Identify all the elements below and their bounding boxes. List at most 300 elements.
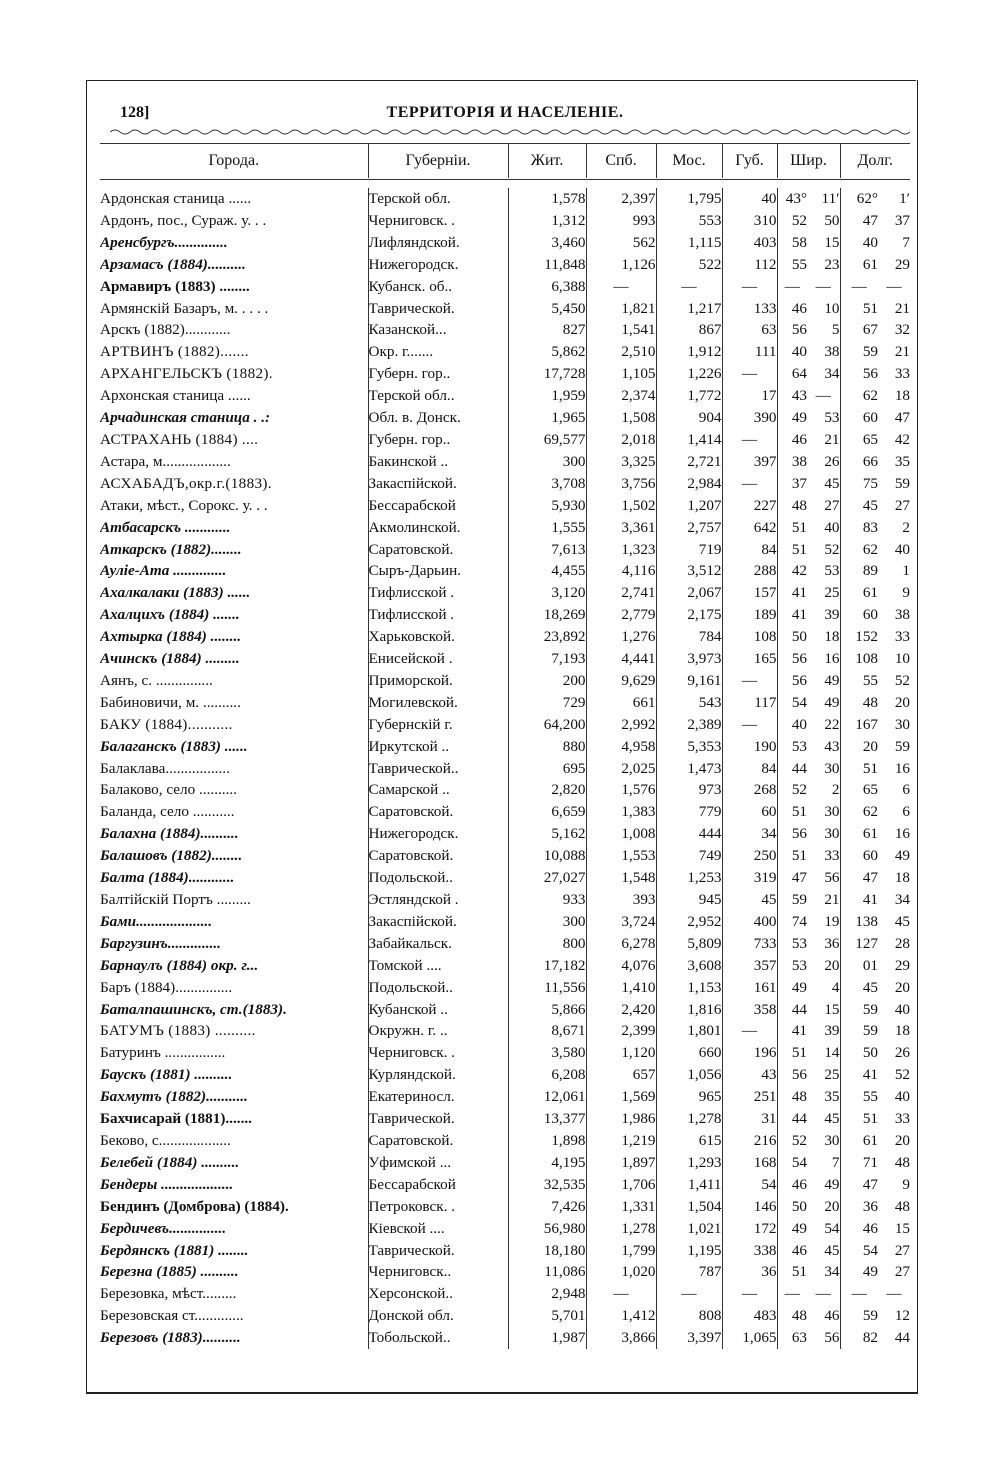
latitude-min-cell: 23 xyxy=(824,255,840,273)
longitude-min-cell: 28 xyxy=(894,934,910,952)
longitude-deg-cell: 40 xyxy=(840,232,878,254)
spb-distance-cell: 1,508 xyxy=(586,407,656,429)
table-row xyxy=(100,955,910,977)
longitude-min-cell: 27 xyxy=(894,496,910,514)
population-cell: 6,208 xyxy=(508,1064,586,1086)
spb-distance-cell: 1,548 xyxy=(586,867,656,889)
latitude-min-cell: 43 xyxy=(824,737,840,755)
latitude-deg-cell: 47 xyxy=(777,867,807,889)
table-row xyxy=(100,1108,910,1130)
population-cell: 11,086 xyxy=(508,1261,586,1283)
population-cell: 1,555 xyxy=(508,517,586,539)
gub-distance-cell: 157 xyxy=(722,582,777,604)
gub-distance-cell: — xyxy=(722,276,777,298)
spb-distance-cell: 393 xyxy=(586,889,656,911)
longitude-deg-cell: 167 xyxy=(840,714,878,736)
mos-distance-cell: 3,397 xyxy=(656,1327,722,1349)
population-cell: 1,959 xyxy=(508,385,586,407)
longitude-deg-cell: 36 xyxy=(840,1196,878,1218)
population-cell: 3,120 xyxy=(508,582,586,604)
city-name: Бердичевъ............... xyxy=(100,1219,227,1237)
city-name: Армянскій Базаръ, м. . . . . xyxy=(100,299,269,317)
gubernia-cell: Терской обл. xyxy=(368,188,508,210)
mos-distance-cell: 779 xyxy=(656,801,722,823)
spb-distance-cell: 1,541 xyxy=(586,319,656,341)
gubernia-cell: Саратовской. xyxy=(368,1130,508,1152)
spb-distance-cell: 1,219 xyxy=(586,1130,656,1152)
gubernia-cell: Эстляндской . xyxy=(368,889,508,911)
table-row xyxy=(100,473,910,495)
city-name: Арзамасъ (1884).......... xyxy=(100,255,246,273)
gub-distance-cell: — xyxy=(722,1283,777,1305)
table-row xyxy=(100,407,910,429)
city-name: Ахалкалаки (1883) ...... xyxy=(100,584,251,602)
population-cell: 2,948 xyxy=(508,1283,586,1305)
population-cell: 17,728 xyxy=(508,363,586,385)
gub-distance-cell: 400 xyxy=(722,911,777,933)
mos-distance-cell: 5,809 xyxy=(656,933,722,955)
spb-distance-cell: 1,897 xyxy=(586,1152,656,1174)
gub-distance-cell: 112 xyxy=(722,254,777,276)
cities-table xyxy=(100,188,910,1349)
table-row xyxy=(100,188,910,210)
spb-distance-cell: 1,569 xyxy=(586,1086,656,1108)
city-name: Архонская станица ...... xyxy=(100,387,251,405)
population-cell: 27,027 xyxy=(508,867,586,889)
longitude-min-cell: 35 xyxy=(894,452,910,470)
latitude-deg-cell: 52 xyxy=(777,1130,807,1152)
gub-distance-cell: 168 xyxy=(722,1152,777,1174)
longitude-min-cell: 1′ xyxy=(899,190,910,207)
spb-distance-cell: 1,576 xyxy=(586,779,656,801)
mos-distance-cell: 2,984 xyxy=(656,473,722,495)
longitude-deg-cell: 59 xyxy=(840,1305,878,1327)
city-name: Бабиновичи, м. .......... xyxy=(100,693,241,711)
table-row xyxy=(100,539,910,561)
table-row xyxy=(100,1042,910,1064)
population-cell: 6,388 xyxy=(508,276,586,298)
population-cell: 12,061 xyxy=(508,1086,586,1108)
gubernia-cell: Енисейской . xyxy=(368,648,508,670)
latitude-min-cell: 36 xyxy=(824,934,840,952)
mos-distance-cell: 787 xyxy=(656,1261,722,1283)
latitude-deg-cell: 48 xyxy=(777,1305,807,1327)
gub-distance-cell: 1,065 xyxy=(722,1327,777,1349)
mos-distance-cell: 2,067 xyxy=(656,582,722,604)
gub-distance-cell: — xyxy=(722,670,777,692)
population-cell: 7,613 xyxy=(508,539,586,561)
gubernia-cell: Томской .... xyxy=(368,955,508,977)
spb-distance-cell: 1,706 xyxy=(586,1174,656,1196)
longitude-min-cell: 47 xyxy=(894,409,910,427)
gubernia-cell: Черниговск. . xyxy=(368,210,508,232)
spb-distance-cell: — xyxy=(586,276,656,298)
latitude-deg-cell: 48 xyxy=(777,495,807,517)
mos-distance-cell: 2,757 xyxy=(656,517,722,539)
spb-distance-cell: 4,441 xyxy=(586,648,656,670)
gubernia-cell: Забайкальск. xyxy=(368,933,508,955)
gubernia-cell: Таврической. xyxy=(368,1240,508,1262)
longitude-deg-cell: 60 xyxy=(840,407,878,429)
latitude-deg-cell: 46 xyxy=(777,1240,807,1262)
latitude-min-cell: 38 xyxy=(824,343,840,361)
latitude-deg-cell: 50 xyxy=(777,626,807,648)
longitude-deg-cell: 51 xyxy=(840,1108,878,1130)
mos-distance-cell: 1,195 xyxy=(656,1240,722,1262)
latitude-min-cell: 16 xyxy=(824,650,840,668)
population-cell: 200 xyxy=(508,670,586,692)
gubernia-cell: Бессарабской xyxy=(368,1174,508,1196)
longitude-min-cell: 10 xyxy=(894,650,910,668)
longitude-deg-cell: 83 xyxy=(840,517,878,539)
table-row xyxy=(100,999,910,1021)
longitude-deg-cell: 59 xyxy=(840,1020,878,1042)
latitude-deg-cell: 56 xyxy=(777,823,807,845)
latitude-min-cell: 19 xyxy=(824,912,840,930)
longitude-min-cell: 18 xyxy=(894,869,910,887)
longitude-min-cell: 33 xyxy=(894,1110,910,1128)
longitude-deg-cell: 89 xyxy=(840,560,878,582)
longitude-deg-cell: 108 xyxy=(840,648,878,670)
spb-distance-cell: 4,116 xyxy=(586,560,656,582)
gubernia-cell: Губерн. гор.. xyxy=(368,363,508,385)
table-row xyxy=(100,1327,910,1349)
mos-distance-cell: 1,217 xyxy=(656,298,722,320)
table-row xyxy=(100,298,910,320)
population-cell: 17,182 xyxy=(508,955,586,977)
longitude-min-cell: 16 xyxy=(894,825,910,843)
gub-distance-cell: 63 xyxy=(722,319,777,341)
mos-distance-cell: 904 xyxy=(656,407,722,429)
gubernia-cell: Петроковск. . xyxy=(368,1196,508,1218)
latitude-deg-cell: 74 xyxy=(777,911,807,933)
gubernia-cell: Донской обл. xyxy=(368,1305,508,1327)
mos-distance-cell: 973 xyxy=(656,779,722,801)
latitude-min-cell: 40 xyxy=(824,518,840,536)
longitude-deg-cell: 50 xyxy=(840,1042,878,1064)
gub-distance-cell: 397 xyxy=(722,451,777,473)
latitude-min-cell: 49 xyxy=(824,693,840,711)
gubernia-cell: Херсонской.. xyxy=(368,1283,508,1305)
latitude-deg-cell: 51 xyxy=(777,1261,807,1283)
gub-distance-cell: 268 xyxy=(722,779,777,801)
latitude-deg-cell: 41 xyxy=(777,1020,807,1042)
city-name: Ачинскъ (1884) ......... xyxy=(100,650,240,668)
longitude-min-cell: 18 xyxy=(894,387,910,405)
gub-distance-cell: 60 xyxy=(722,801,777,823)
spb-distance-cell: 3,325 xyxy=(586,451,656,473)
mos-distance-cell: 660 xyxy=(656,1042,722,1064)
population-cell: 64,200 xyxy=(508,714,586,736)
gub-distance-cell: 172 xyxy=(722,1218,777,1240)
latitude-min-cell: 30 xyxy=(824,825,840,843)
city-name: Батуринъ ................ xyxy=(100,1044,226,1062)
gub-distance-cell: 34 xyxy=(722,823,777,845)
longitude-min-cell: 30 xyxy=(894,715,910,733)
gub-distance-cell: — xyxy=(722,429,777,451)
mos-distance-cell: 2,175 xyxy=(656,604,722,626)
mos-distance-cell: 3,512 xyxy=(656,560,722,582)
table-row xyxy=(100,232,910,254)
mos-distance-cell: 1,056 xyxy=(656,1064,722,1086)
wavy-rule xyxy=(110,127,910,137)
spb-distance-cell: 2,420 xyxy=(586,999,656,1021)
population-cell: 1,898 xyxy=(508,1130,586,1152)
latitude-deg-cell: 55 xyxy=(777,254,807,276)
longitude-min-cell: 7 xyxy=(902,233,910,251)
gub-distance-cell: 84 xyxy=(722,758,777,780)
latitude-deg-cell: 44 xyxy=(777,999,807,1021)
latitude-min-cell: 2 xyxy=(831,781,840,799)
gubernia-cell: Закаспійской. xyxy=(368,473,508,495)
spb-distance-cell: 1,821 xyxy=(586,298,656,320)
longitude-deg-cell: 61 xyxy=(840,1130,878,1152)
longitude-min-cell: 52 xyxy=(894,671,910,689)
gub-distance-cell: — xyxy=(722,473,777,495)
latitude-deg-cell: 50 xyxy=(777,1196,807,1218)
latitude-min-cell: 35 xyxy=(824,1088,840,1106)
longitude-min-cell: 20 xyxy=(894,978,910,996)
longitude-deg-cell: 61 xyxy=(840,823,878,845)
gub-distance-cell: 216 xyxy=(722,1130,777,1152)
col-header-mos: Мос. xyxy=(656,144,722,178)
longitude-min-cell: 1 xyxy=(902,562,910,580)
longitude-min-cell: 20 xyxy=(894,1131,910,1149)
gubernia-cell: Губернскій г. xyxy=(368,714,508,736)
latitude-deg-cell: 53 xyxy=(777,736,807,758)
gub-distance-cell: 483 xyxy=(722,1305,777,1327)
population-cell: 10,088 xyxy=(508,845,586,867)
mos-distance-cell: — xyxy=(656,1283,722,1305)
spb-distance-cell: 2,992 xyxy=(586,714,656,736)
latitude-min-cell: 49 xyxy=(824,671,840,689)
gubernia-cell: Тобольской.. xyxy=(368,1327,508,1349)
longitude-min-cell: — xyxy=(886,1285,902,1303)
latitude-deg-cell: 46 xyxy=(777,1174,807,1196)
city-name: Аткарскъ (1882)........ xyxy=(100,540,242,558)
latitude-deg-cell: 54 xyxy=(777,692,807,714)
longitude-min-cell: 44 xyxy=(894,1329,910,1347)
gubernia-cell: Нижегородск. xyxy=(368,254,508,276)
gub-distance-cell: 310 xyxy=(722,210,777,232)
city-name: Баускъ (1881) .......... xyxy=(100,1066,233,1084)
spb-distance-cell: 4,958 xyxy=(586,736,656,758)
spb-distance-cell: 1,986 xyxy=(586,1108,656,1130)
population-cell: 23,892 xyxy=(508,626,586,648)
table-row xyxy=(100,670,910,692)
latitude-min-cell: 33 xyxy=(824,847,840,865)
longitude-min-cell: 40 xyxy=(894,540,910,558)
table-row xyxy=(100,845,910,867)
longitude-min-cell: 29 xyxy=(894,255,910,273)
population-cell: 2,820 xyxy=(508,779,586,801)
population-cell: 18,269 xyxy=(508,604,586,626)
population-cell: 300 xyxy=(508,911,586,933)
longitude-deg-cell: 67 xyxy=(840,319,878,341)
gub-distance-cell: 31 xyxy=(722,1108,777,1130)
longitude-deg-cell: 61 xyxy=(840,582,878,604)
mos-distance-cell: 1,414 xyxy=(656,429,722,451)
latitude-deg-cell: 43° xyxy=(777,188,807,210)
gub-distance-cell: 111 xyxy=(722,341,777,363)
population-cell: 695 xyxy=(508,758,586,780)
col-header-spb: Спб. xyxy=(586,144,656,178)
city-name: Бердянскъ (1881) ........ xyxy=(100,1241,249,1259)
latitude-min-cell: 56 xyxy=(824,1329,840,1347)
population-cell: 11,848 xyxy=(508,254,586,276)
table-row xyxy=(100,933,910,955)
latitude-min-cell: 53 xyxy=(824,409,840,427)
city-name: Балаганскъ (1883) ...... xyxy=(100,737,248,755)
longitude-deg-cell: 46 xyxy=(840,1218,878,1240)
population-cell: 3,580 xyxy=(508,1042,586,1064)
population-cell: 300 xyxy=(508,451,586,473)
table-row xyxy=(100,648,910,670)
city-name: Аянъ, с. ............... xyxy=(100,671,213,689)
latitude-min-cell: 30 xyxy=(824,759,840,777)
table-row xyxy=(100,1240,910,1262)
longitude-min-cell: 6 xyxy=(902,803,910,821)
spb-distance-cell: 2,399 xyxy=(586,1020,656,1042)
latitude-min-cell: 15 xyxy=(824,233,840,251)
population-cell: 5,930 xyxy=(508,495,586,517)
table-row xyxy=(100,429,910,451)
table-row xyxy=(100,341,910,363)
city-name: АРХАНГЕЛЬСКЪ (1882). xyxy=(100,365,273,383)
latitude-deg-cell: 58 xyxy=(777,232,807,254)
population-cell: 880 xyxy=(508,736,586,758)
mos-distance-cell: 1,115 xyxy=(656,232,722,254)
latitude-min-cell: — xyxy=(815,1285,831,1303)
spb-distance-cell: 1,020 xyxy=(586,1261,656,1283)
gubernia-cell: Нижегородск. xyxy=(368,823,508,845)
city-name: Балаклава................. xyxy=(100,759,230,777)
latitude-deg-cell: 56 xyxy=(777,319,807,341)
spb-distance-cell: 2,374 xyxy=(586,385,656,407)
mos-distance-cell: 1,801 xyxy=(656,1020,722,1042)
gubernia-cell: Могилевской. xyxy=(368,692,508,714)
spb-distance-cell: 1,126 xyxy=(586,254,656,276)
latitude-min-cell: 18 xyxy=(824,628,840,646)
gub-distance-cell: 54 xyxy=(722,1174,777,1196)
latitude-min-cell: 50 xyxy=(824,211,840,229)
mos-distance-cell: 3,608 xyxy=(656,955,722,977)
spb-distance-cell: 1,120 xyxy=(586,1042,656,1064)
table-row xyxy=(100,560,910,582)
city-name: Бендеры ................... xyxy=(100,1175,234,1193)
longitude-min-cell: 27 xyxy=(894,1263,910,1281)
col-header-gub: Губ. xyxy=(722,144,777,178)
spb-distance-cell: 2,397 xyxy=(586,188,656,210)
longitude-deg-cell: 59 xyxy=(840,341,878,363)
table-row xyxy=(100,1130,910,1152)
col-header-cities: Города. xyxy=(208,152,260,169)
gub-distance-cell: 403 xyxy=(722,232,777,254)
longitude-min-cell: 48 xyxy=(894,1153,910,1171)
gub-distance-cell: 196 xyxy=(722,1042,777,1064)
gub-distance-cell: 733 xyxy=(722,933,777,955)
city-name: Бами.................... xyxy=(100,912,213,930)
latitude-deg-cell: 53 xyxy=(777,933,807,955)
longitude-min-cell: 40 xyxy=(894,1000,910,1018)
mos-distance-cell: 945 xyxy=(656,889,722,911)
table-row xyxy=(100,363,910,385)
latitude-deg-cell: 37 xyxy=(777,473,807,495)
city-name: Ахтырка (1884) ........ xyxy=(100,628,242,646)
latitude-min-cell: 15 xyxy=(824,1000,840,1018)
population-cell: 11,556 xyxy=(508,977,586,999)
gubernia-cell: Бакинской .. xyxy=(368,451,508,473)
population-cell: 1,987 xyxy=(508,1327,586,1349)
city-name: Балта (1884)............ xyxy=(100,869,235,887)
header-bottom-rule xyxy=(100,179,910,180)
gub-distance-cell: 146 xyxy=(722,1196,777,1218)
latitude-deg-cell: 38 xyxy=(777,451,807,473)
spb-distance-cell: 1,276 xyxy=(586,626,656,648)
longitude-deg-cell: 59 xyxy=(840,999,878,1021)
gub-distance-cell: 190 xyxy=(722,736,777,758)
city-name: Баланда, село ........... xyxy=(100,803,235,821)
population-cell: 4,455 xyxy=(508,560,586,582)
latitude-min-cell: 11′ xyxy=(821,190,840,207)
latitude-deg-cell: 52 xyxy=(777,779,807,801)
longitude-deg-cell: 62° xyxy=(840,188,878,210)
longitude-deg-cell: 45 xyxy=(840,977,878,999)
table-row xyxy=(100,604,910,626)
population-cell: 800 xyxy=(508,933,586,955)
latitude-min-cell: 53 xyxy=(824,562,840,580)
longitude-deg-cell: 60 xyxy=(840,845,878,867)
longitude-deg-cell: 41 xyxy=(840,889,878,911)
spb-distance-cell: 1,323 xyxy=(586,539,656,561)
longitude-min-cell: 59 xyxy=(894,737,910,755)
longitude-min-cell: 18 xyxy=(894,1022,910,1040)
longitude-deg-cell: 71 xyxy=(840,1152,878,1174)
spb-distance-cell: 661 xyxy=(586,692,656,714)
spb-distance-cell: 993 xyxy=(586,210,656,232)
gubernia-cell: Харьковской. xyxy=(368,626,508,648)
table-row xyxy=(100,626,910,648)
population-cell: 5,701 xyxy=(508,1305,586,1327)
longitude-deg-cell: 55 xyxy=(840,670,878,692)
table-row xyxy=(100,736,910,758)
gubernia-cell: Казанской... xyxy=(368,319,508,341)
latitude-min-cell: 25 xyxy=(824,584,840,602)
latitude-min-cell: 21 xyxy=(824,430,840,448)
population-cell: 18,180 xyxy=(508,1240,586,1262)
latitude-deg-cell: 59 xyxy=(777,889,807,911)
table-row xyxy=(100,1174,910,1196)
longitude-deg-cell: 45 xyxy=(840,495,878,517)
gub-distance-cell: 161 xyxy=(722,977,777,999)
latitude-deg-cell: 49 xyxy=(777,977,807,999)
longitude-min-cell: 12 xyxy=(894,1307,910,1325)
gubernia-cell: Уфимской ... xyxy=(368,1152,508,1174)
population-cell: 5,862 xyxy=(508,341,586,363)
longitude-deg-cell: 75 xyxy=(840,473,878,495)
population-cell: 6,659 xyxy=(508,801,586,823)
gubernia-cell: Губерн. гор.. xyxy=(368,429,508,451)
mos-distance-cell: 1,253 xyxy=(656,867,722,889)
mos-distance-cell: 9,161 xyxy=(656,670,722,692)
population-cell: 5,162 xyxy=(508,823,586,845)
gub-distance-cell: 227 xyxy=(722,495,777,517)
spb-distance-cell: 3,756 xyxy=(586,473,656,495)
longitude-min-cell: 32 xyxy=(894,321,910,339)
longitude-min-cell: 27 xyxy=(894,1241,910,1259)
mos-distance-cell: 3,973 xyxy=(656,648,722,670)
spb-distance-cell: 3,724 xyxy=(586,911,656,933)
